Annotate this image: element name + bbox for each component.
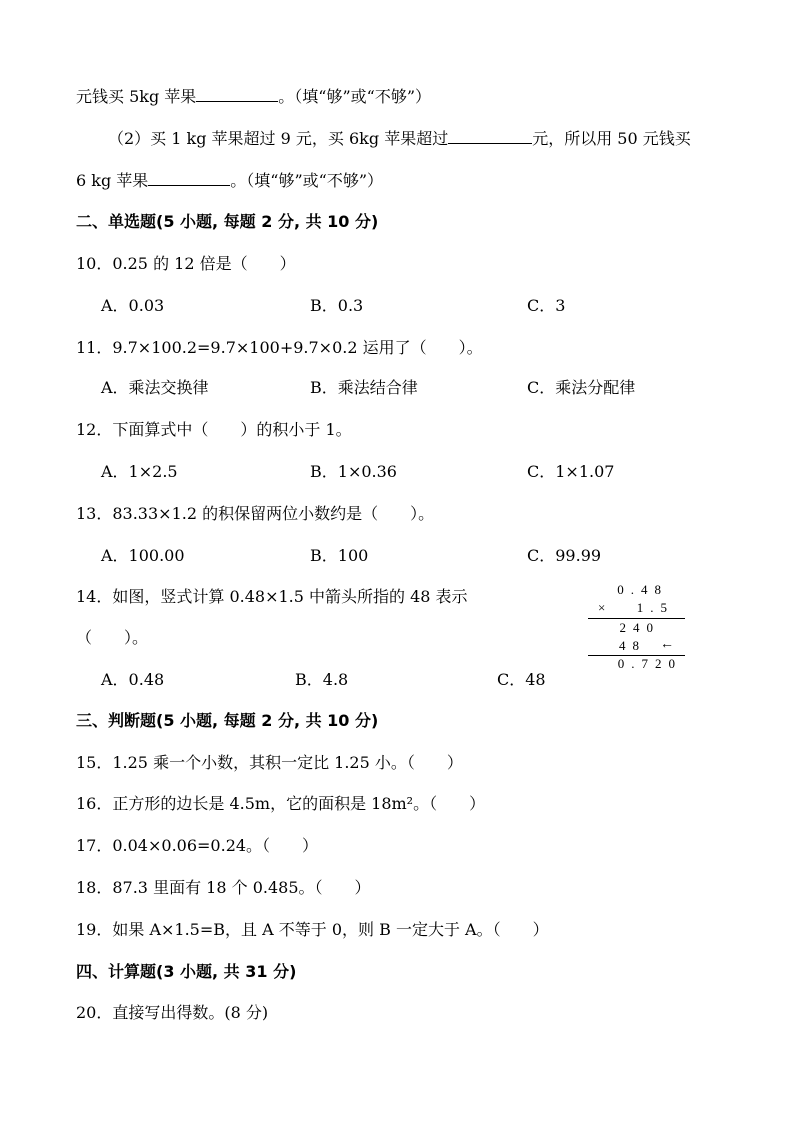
q9-text-line1: 元钱买 5kg 苹果 xyxy=(76,87,197,106)
option-b[interactable]: B．100 xyxy=(310,546,369,565)
section-heading-calculation: 四、计算题(3 小题, 共 31 分) xyxy=(76,962,297,981)
option-b[interactable]: B．4.8 xyxy=(295,670,349,689)
question-17: 17．0.04×0.06=0.24。（ ） xyxy=(76,836,319,855)
option-a[interactable]: A．100.00 xyxy=(101,546,185,565)
answer-blank[interactable] xyxy=(196,87,278,102)
section-heading-single-choice: 二、单选题(5 小题, 每题 2 分, 共 10 分) xyxy=(76,212,379,231)
partial-product-1: 240 xyxy=(619,620,660,635)
question-9-part2-end xyxy=(76,170,383,192)
multiplicand: 0.48 xyxy=(617,582,668,597)
option-a[interactable]: A．0.48 xyxy=(101,670,165,689)
answer-blank[interactable] xyxy=(448,129,532,144)
q9-text-line2-tail: 元，所以用 50 元钱买 xyxy=(532,129,691,148)
question-19: 19．如果 A×1.5=B，且 A 不等于 0，则 B 一定大于 A。（ ） xyxy=(76,920,549,939)
option-a[interactable]: A．0.03 xyxy=(101,296,165,315)
question-11: 11．9.7×100.2=9.7×100+9.7×0.2 运用了（ ）。 xyxy=(76,338,483,357)
question-16: 16．正方形的边长是 4.5m，它的面积是 18m²。（ ） xyxy=(76,794,486,813)
question-10: 10．0.25 的 12 倍是（ ） xyxy=(76,254,296,273)
option-c[interactable]: C．乘法分配律 xyxy=(527,378,636,397)
option-c[interactable]: C．48 xyxy=(497,670,546,689)
question-12: 12．下面算式中（ ）的积小于 1。 xyxy=(76,420,352,439)
option-b[interactable]: B．乘法结合律 xyxy=(310,378,418,397)
vertical-multiplication-figure xyxy=(588,582,688,672)
question-9-part1-end xyxy=(76,86,431,108)
option-a[interactable]: A．乘法交换律 xyxy=(101,378,209,397)
divider-line xyxy=(588,618,685,619)
q9-hint: 。（填“够”或“不够”） xyxy=(278,87,432,106)
partial-product-2: 48 xyxy=(619,638,646,653)
multiplier: 1.5 xyxy=(636,600,674,615)
question-14: 14．如图，竖式计算 0.48×1.5 中箭头所指的 48 表示 xyxy=(76,587,468,606)
question-15: 15．1.25 乘一个小数，其积一定比 1.25 小。（ ） xyxy=(76,753,463,772)
option-c[interactable]: C．3 xyxy=(527,296,566,315)
section-heading-true-false: 三、判断题(5 小题, 每题 2 分, 共 10 分) xyxy=(76,711,379,730)
question-9-part2 xyxy=(108,128,691,150)
question-20: 20．直接写出得数。(8 分) xyxy=(76,1003,269,1022)
arrow-icon: ← xyxy=(660,637,674,652)
q9-hint: 。（填“够”或“不够”） xyxy=(230,171,384,190)
q9-text-line2: （2）买 1 kg 苹果超过 9 元，买 6kg 苹果超过 xyxy=(108,129,449,148)
question-13: 13．83.33×1.2 的积保留两位小数约是（ ）。 xyxy=(76,504,435,523)
option-a[interactable]: A．1×2.5 xyxy=(101,462,178,481)
product: 0.720 xyxy=(617,656,682,671)
option-c[interactable]: C．1×1.07 xyxy=(527,462,615,481)
question-18: 18．87.3 里面有 18 个 0.485。（ ） xyxy=(76,878,371,897)
q9-text-line3: 6 kg 苹果 xyxy=(76,171,149,190)
answer-blank[interactable] xyxy=(148,171,230,186)
question-14-blank: （ ）。 xyxy=(76,628,149,647)
option-b[interactable]: B．1×0.36 xyxy=(310,462,397,481)
option-c[interactable]: C．99.99 xyxy=(527,546,602,565)
option-b[interactable]: B．0.3 xyxy=(310,296,364,315)
times-sign: × xyxy=(598,600,606,615)
